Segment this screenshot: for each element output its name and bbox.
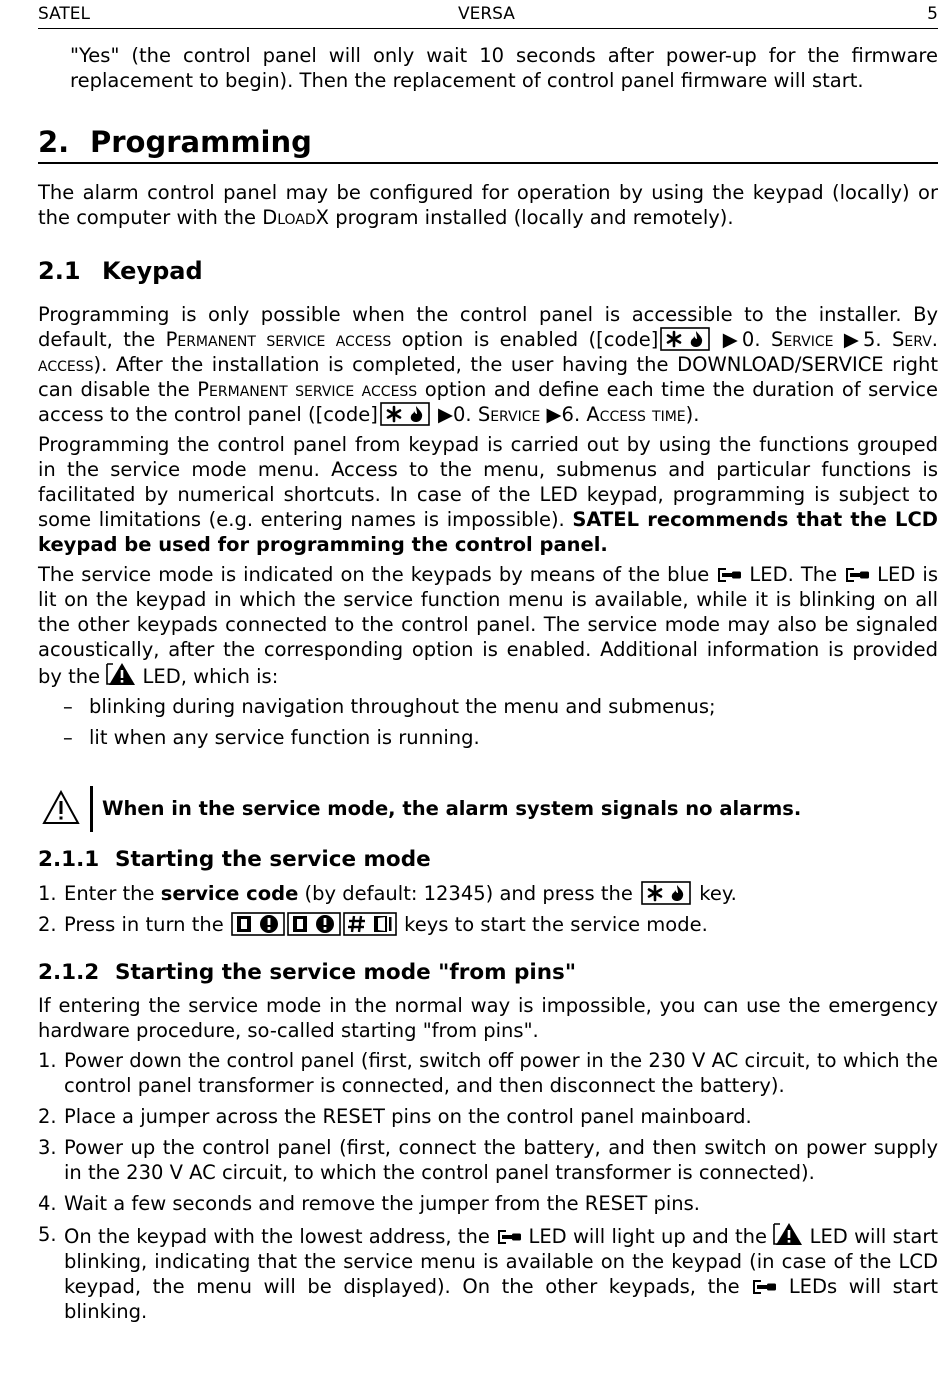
warning-note [38,786,938,832]
warning-triangle-icon [42,790,80,826]
list-item: – blinking during navigation throughout the menu and submenus; [63,695,716,718]
list-item: 1. Enter the service code (by default: 12345) and press the key. [38,882,737,905]
keypad-paragraph-3: The service mode is indicated on the keypads by means of the blue LED. The LED is lit on the keypad in which the service function menu is available, while it is blinking on all the other keypads connected to the control panel. The service mode may also be signaled acoustically, after the corresponding option is enabled. Additional information is provided by the LED, which is: [38,563,938,688]
header-brand: SATEL [38,4,91,24]
from-pins-intro: If entering the service mode in the normal way is impossible, you can use the emergency hardware procedure, so-called starting "from pins". [38,994,938,1042]
page-number: 5 [927,4,938,24]
service-mode-steps [38,881,938,937]
star-fire-key-icon [639,881,693,905]
note-text: When in the service mode, the alarm system signals no alarms. [102,797,802,820]
intro-line-1: "Yes" (the control panel will only wait 10 seconds after power-up for the firmware [70,44,938,67]
list-item: 3. Power up the control panel (first, connect the battery, and then switch on power supply in the 230 V AC circuit, to which the control panel transformer is connected). [38,1136,938,1184]
dloadx-program-name: DloadX [262,206,330,229]
list-item: 2. Press in turn the keys to start the service mode. [38,913,708,936]
list-item: 2. Place a jumper across the RESET pins on the control panel mainboard. [38,1105,752,1128]
key-zero-icon [230,912,286,936]
keypad-paragraph-2: Programming the control panel from keypad is carried out by using the functions grouped in the service mode menu. Access to the menu, submenus and particular functions is facilitated by numerical shortcuts. In case of the LED keypad, programming is subject to some limitations (e.g. entering names is impossible). SATEL recommends that the LCD keypad be used for programming the control panel. [38,433,938,556]
intro-paragraph [38,43,938,93]
service-led-icon [844,567,870,583]
programming-paragraph: The alarm control panel may be configured for operation by using the keypad (locally) or the computer with the DloadX program installed (locally and remotely). [38,181,938,229]
section-number: 2. [38,125,70,159]
section-title: Programming [90,125,312,159]
service-led-icon [716,567,742,583]
led-state-list [38,694,938,750]
service-led-icon [496,1229,522,1245]
section-heading-programming [38,124,938,164]
list-item: 5. On the keypad with the lowest address, the LED will light up and the LED will start blinking, indicating that the service menu is available on the keypad (in case of the LCD keypad, the menu will be displayed). On the other keypads, the LEDs will start blinking. [38,1223,938,1323]
list-item: – lit when any service function is running. [63,726,480,749]
section-heading-from-pins: 2.1.2 Starting the service mode "from pins" [38,960,577,985]
section-heading-starting-service-mode: 2.1.1 Starting the service mode [38,847,431,872]
list-item: 4. Wait a few seconds and remove the jumper from the RESET pins. [38,1192,700,1215]
trouble-led-icon [106,662,136,686]
intro-line-2: replacement to begin). Then the replacement of control panel firmware will start. [70,69,864,92]
list-item: 1. Power down the control panel (first, switch off power in the 230 V AC circuit, to which the control panel transformer is connected, and then disconnect the battery). [38,1049,938,1097]
key-hash-icon [342,912,398,936]
key-zero-icon [286,912,342,936]
trouble-led-icon [773,1222,803,1246]
header-product: VERSA [458,4,515,24]
service-led-icon [751,1279,777,1295]
note-divider [90,786,93,832]
satel-recommendation: SATEL recommends that the LCD keypad be used for programming the control panel. [38,508,938,556]
from-pins-section-body [38,993,938,1324]
keypad-paragraph-1: Programming is only possible when the control panel is accessible to the installer. By default, the Permanent service access option is enabled ([code] ▶0. Service ▶5. Serv. access). After the installation is completed, the user having the DOWNLOAD/SERVICE right can disable the Permanent service access option and define each time the duration of service access to the control panel ([code] ▶0. Service ▶6. Access time). [38,303,938,426]
star-fire-key-icon [378,402,432,426]
keypad-section-body [38,302,938,750]
section-heading-keypad: 2.1 Keypad [38,257,203,285]
star-fire-key-icon [658,327,712,351]
page-header [38,4,938,29]
